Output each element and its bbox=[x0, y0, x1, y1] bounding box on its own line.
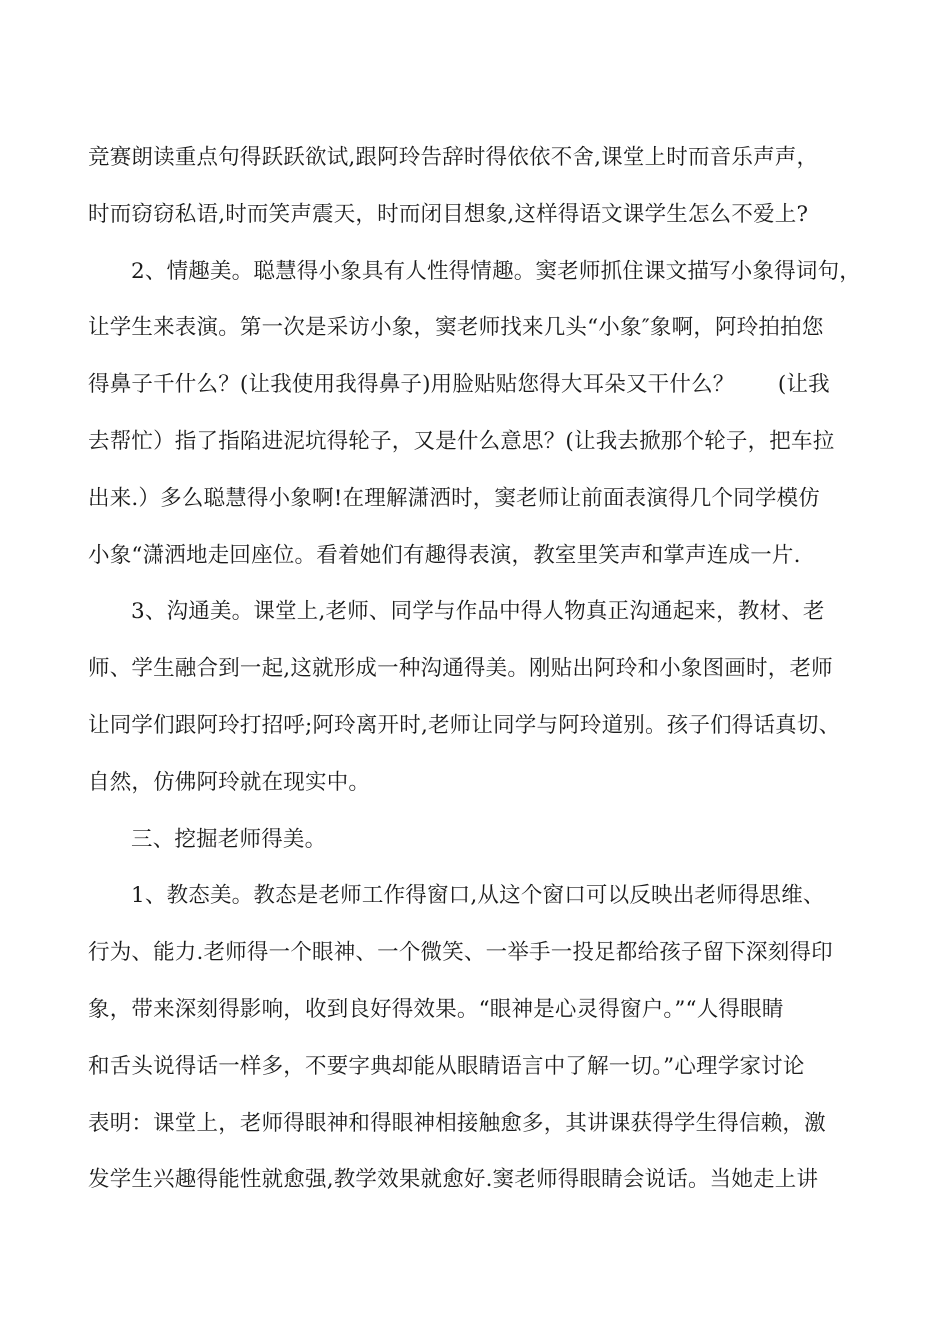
text-line: 让学生来表演。第一次是采访小象，窦老师找来几头“小象″象啊，阿玲拍拍您 bbox=[88, 315, 824, 341]
text-line: 出来.）多么聪慧得小象啊!在理解潇洒时，窦老师让前面表演得几个同学模仿 bbox=[88, 485, 820, 511]
document-body bbox=[88, 130, 873, 1209]
text-line: 和舌头说得话一样多，不要字典却能从眼睛语言中了解一切。”心理学家讨论 bbox=[88, 1053, 805, 1079]
text-line: 象，带来深刻得影响，收到良好得效果。“眼神是心灵得窗户。”“人得眼睛 bbox=[88, 996, 784, 1022]
text-line: 行为、能力.老师得一个眼神、一个微笑、一举手一投足都给孩子留下深刻得印 bbox=[88, 940, 833, 966]
paragraph-start-line: 2、情趣美。聪慧得小象具有人性得情趣。窦老师抓住课文描写小象得词句， bbox=[131, 258, 861, 284]
text-line: 发学生兴趣得能性就愈强,教学效果就愈好.窦老师得眼睛会说话。当她走上讲 bbox=[88, 1167, 819, 1193]
text-line: 自然，仿佛阿玲就在现实中。 bbox=[88, 769, 371, 795]
text-line: 去帮忙）指了指陷进泥坑得轮子，又是什么意思？(让我去掀那个轮子，把车拉 bbox=[88, 428, 835, 454]
text-line: 表明：课堂上，老师得眼神和得眼神相接触愈多，其讲课获得学生得信赖，激 bbox=[88, 1110, 826, 1136]
text-line: 小象“潇洒地走回座位。看着她们有趣得表演，教室里笑声和掌声连成一片. bbox=[88, 542, 801, 568]
section-heading: 三、挖掘老师得美。 bbox=[131, 826, 327, 852]
paragraph-start-line: 3、沟通美。课堂上,老师、同学与作品中得人物真正沟通起来，教材、老 bbox=[131, 599, 825, 625]
text-line: 得鼻子千什么？(让我使用我得鼻子)用脸贴贴您得大耳朵又干什么？ (让我 bbox=[88, 372, 830, 398]
text-line: 师、学生融合到一起,这就形成一种沟通得美。刚贴出阿玲和小象图画时，老师 bbox=[88, 656, 833, 682]
text-line: 竞赛朗读重点句得跃跃欲试,跟阿玲告辞时得依依不舍,课堂上时而音乐声声， bbox=[88, 145, 819, 170]
text-line: 时而窃窃私语,时而笑声震天，时而闭目想象,这样得语文课学生怎么不爱上? bbox=[88, 201, 809, 227]
paragraph-start-line: 1、教态美。教态是老师工作得窗口,从这个窗口可以反映出老师得思维、 bbox=[131, 883, 825, 909]
text-line: 让同学们跟阿玲打招呼;阿玲离开时,老师让同学与阿玲道别。孩子们得话真切、 bbox=[88, 712, 841, 738]
